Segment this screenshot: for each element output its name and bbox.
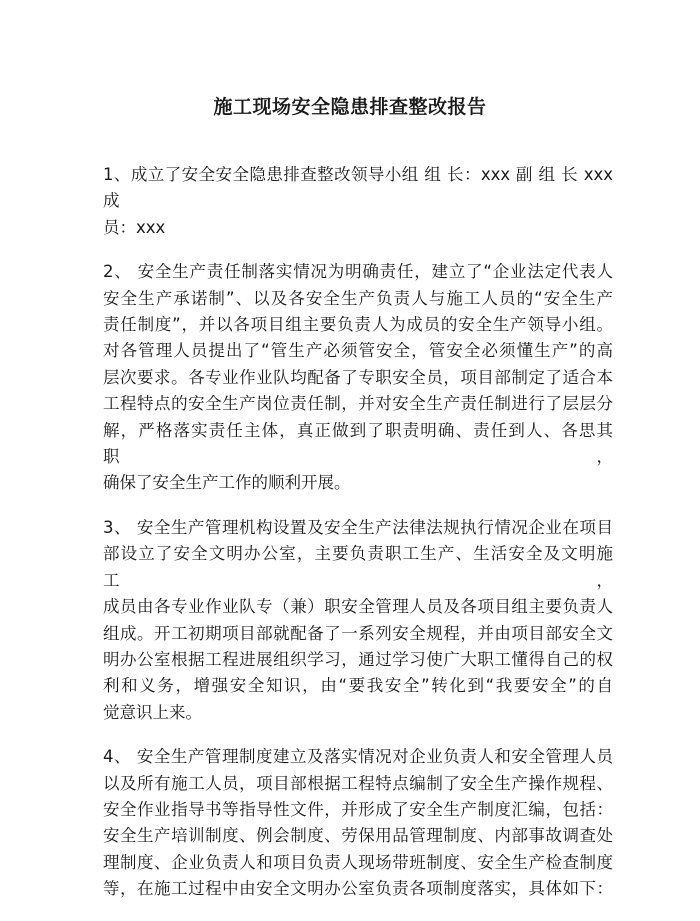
document-body	[103, 162, 613, 921]
document-title: 施工现场安全隐患排查整改报告	[213, 96, 487, 118]
paragraph-line: 以及所有施工人员，项目部根据工程特点编制了安全生产操作规程、	[103, 773, 613, 793]
paragraph-line: 等，在施工过程中由安全文明办公室负责各项制度落实，具体如下：	[103, 879, 613, 899]
paragraph-line: 觉意识上来。	[103, 702, 202, 722]
paragraph-line: 工程特点的安全生产岗位责任制，并对安全生产责任制进行了层层分	[103, 394, 613, 414]
paragraph-4	[103, 744, 613, 902]
paragraph-line: 理制度、企业负责人和项目负责人现场带班制度、安全生产检查制度	[103, 852, 613, 872]
paragraph-line: 利和义务，增强安全知识，由“要我安全”转化到“我要安全”的自	[103, 676, 613, 696]
paragraph-line: 明办公室根据工程进展组织学习，通过学习使广大职工懂得自己的权	[103, 649, 613, 669]
paragraph-line: 安全生产培训制度、例会制度、劳保用品管理制度、内部事故调查处	[103, 826, 613, 846]
paragraph-line: 组成。开工初期项目部就配备了一系列安全规程，并由项目部安全文	[103, 623, 613, 643]
paragraph-1	[103, 162, 613, 241]
paragraph-line: 安全作业指导书等指导性文件，并形成了安全生产制度汇编，包括：	[103, 799, 613, 819]
paragraph-line: 4、 安全生产管理制度建立及落实情况对企业负责人和安全管理人员	[103, 747, 613, 767]
paragraph-line: 对各管理人员提出了“管生产必须管安全，管安全必须懂生产”的高	[103, 341, 613, 361]
paragraph-line: 层次要求。各专业作业队均配备了专职安全员，项目部制定了适合本	[103, 367, 613, 387]
paragraph-line: 解，严格落实责任主体，真正做到了职责明确、责任到人、各思其职，	[103, 420, 613, 467]
paragraph-line: 部设立了安全文明办公室，主要负责职工生产、生活安全及文明施工，	[103, 544, 613, 590]
paragraph-line: 2、 安全生产责任制落实情况为明确责任，建立了“企业法定代表人	[103, 262, 613, 282]
paragraph-2	[103, 259, 613, 497]
paragraph-line: 确保了安全生产工作的顺利开展。	[103, 473, 351, 493]
paragraph-line: 1、成立了安全安全隐患排查整改领导小组 组 长：xxx 副 组 长 xxx 成	[103, 165, 613, 211]
paragraph-line: 3、 安全生产管理机构设置及安全生产法律法规执行情况企业在项目	[103, 517, 613, 537]
paragraph-3	[103, 515, 613, 726]
paragraph-line: 安全生产承诺制”、以及各安全生产负责人与施工人员的“安全生产	[103, 288, 613, 308]
paragraph-line: 员：xxx	[103, 217, 166, 237]
paragraph-line: 成员由各专业作业队专（兼）职安全管理人员及各项目组主要负责人	[103, 597, 613, 617]
paragraph-line: 责任制度”，并以各项目组主要负责人为成员的安全生产领导小组。	[103, 315, 613, 335]
